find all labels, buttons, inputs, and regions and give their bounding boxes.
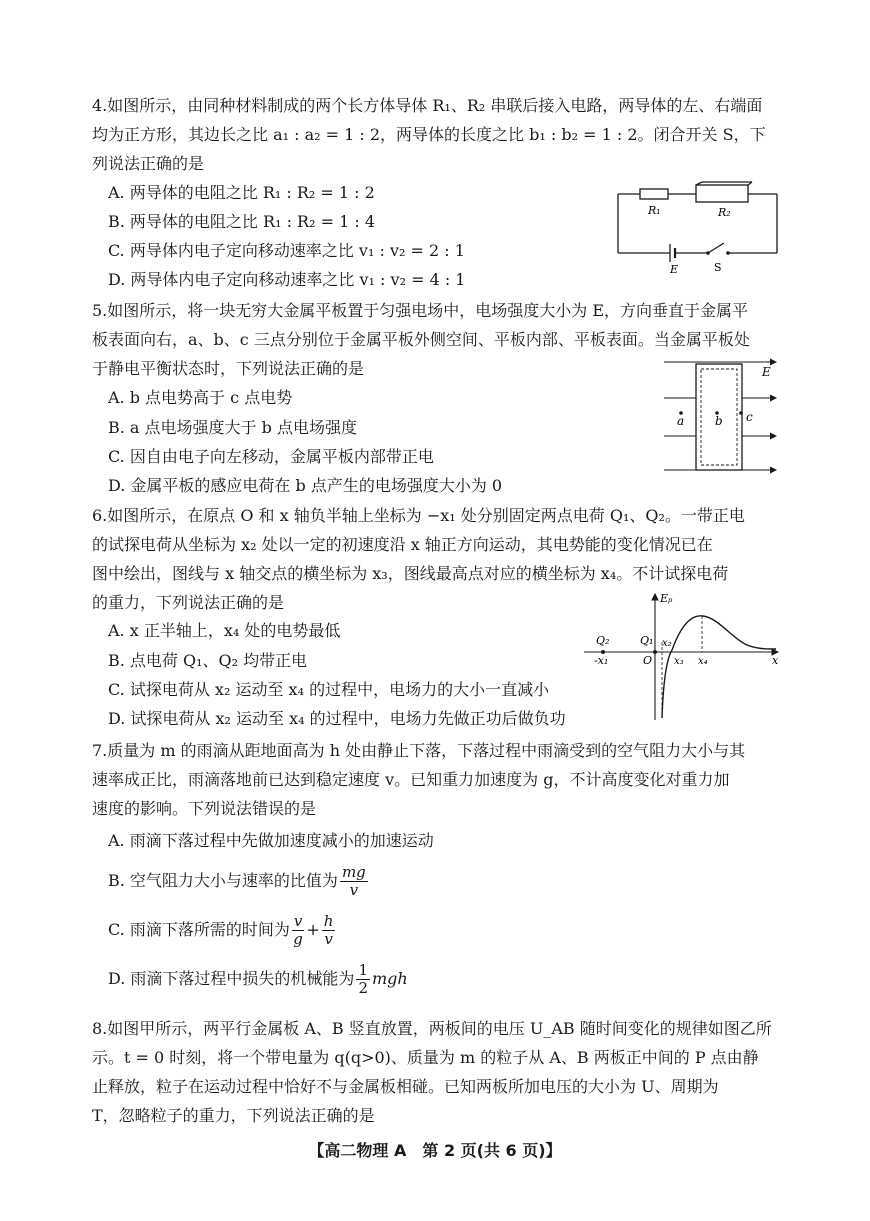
x-axis-label: x (772, 654, 779, 667)
q4-stem-line1: 4.如图所示，由同种材料制成的两个长方体导体 R₁、R₂ 串联后接入电路，两导体的左、右端面 (92, 96, 763, 115)
q7-option-b-text: B. 空气阻力大小与速率的比值为 (108, 871, 338, 890)
point-a-label: a (677, 414, 685, 428)
origin-label: O (643, 654, 653, 667)
q7-option-d: D. 雨滴下落过程中损失的机械能为 $\frac{1}{2}$ mgh (108, 961, 408, 997)
q7-stem-line2: 速率成正比，雨滴落地前已达到稳定速度 v。已知重力加速度为 g，不计高度变化对重力加 (92, 770, 730, 789)
q4-option-c: C. 两导体内电子定向移动速率之比 v₁ : v₂ = 2 : 1 (108, 241, 465, 260)
q5-stem-line1: 5.如图所示，将一块无穷大金属平板置于匀强电场中，电场强度大小为 E，方向垂直于金属平 (92, 301, 749, 320)
s-label: S (714, 261, 722, 274)
q7-option-c-text: C. 雨滴下落所需的时间为 (108, 920, 290, 939)
q4-option-d: D. 两导体内电子定向移动速率之比 v₁ : v₂ = 4 : 1 (108, 270, 466, 289)
page-footer: 【高二物理 A 第 2 页(共 6 页)】 (308, 1141, 562, 1160)
q6-stem-line1: 6.如图所示，在原点 O 和 x 轴负半轴上坐标为 −x₁ 处分别固定两点电荷 Q₁、Q₂。一带正电 (92, 506, 745, 525)
q7-option-c: C. 雨滴下落所需的时间为 $\frac{v}{g}$ + $\frac{h}{v}$ (108, 912, 334, 948)
q6-option-c: C. 试探电荷从 x₂ 运动至 x₄ 的过程中，电场力的大小一直减小 (108, 680, 550, 699)
e-label: E (670, 263, 679, 275)
q8-stem-line4: T，忽略粒子的重力，下列说法正确的是 (92, 1106, 375, 1125)
q8-stem-line2: 示。t = 0 时刻，将一个带电量为 q(q>0)、质量为 m 的粒子从 A、B 两板正中间的 P 点由静 (92, 1048, 759, 1067)
q7-stem-line1: 7.质量为 m 的雨滴从距地面高为 h 处由静止下落，下落过程中雨滴受到的空气阻力大小与其 (92, 741, 746, 760)
q4-option-b: B. 两导体的电阻之比 R₁ : R₂ = 1 : 4 (108, 212, 376, 231)
q6-option-b: B. 点电荷 Q₁、Q₂ 均带正电 (108, 651, 308, 670)
q7-stem-line3: 速度的影响。下列说法错误的是 (92, 799, 317, 818)
q1-label: Q₁ (640, 634, 654, 647)
q8-stem-line1: 8.如图甲所示，两平行金属板 A、B 竖直放置，两板间的电压 U_AB 随时间变化的规律如图乙所 (92, 1019, 772, 1038)
q7-option-b (108, 864, 370, 899)
q6-option-a: A. x 正半轴上，x₄ 处的电势最低 (108, 621, 341, 640)
x2-label: x₂ (662, 638, 672, 649)
q7-option-d-fraction: $\frac{1}{2}$ (358, 961, 368, 997)
q4-stem-line3: 列说法正确的是 (92, 154, 205, 173)
q6-option-d: D. 试探电荷从 x₂ 运动至 x₄ 的过程中，电场力先做正功后做负功 (108, 709, 566, 728)
q4-stem-line2: 均为正方形，其边长之比 a₁ : a₂ = 1 : 2，两导体的长度之比 b₁ : b₂ = 1 : 2。闭合开关 S，下 (92, 125, 766, 144)
x4-label: x₄ (698, 656, 708, 667)
r1-label: R₁ (648, 204, 661, 217)
q7-option-a: A. 雨滴下落过程中先做加速度减小的加速运动 (108, 831, 434, 850)
q6-stem-line4: 的重力，下列说法正确的是 (92, 593, 285, 612)
q5-field-plate-diagram (660, 356, 782, 478)
r2-label: R₂ (718, 206, 731, 219)
point-c-label: c (746, 410, 753, 424)
field-e-label: E (762, 365, 771, 379)
q4-option-a: A. 两导体的电阻之比 R₁ : R₂ = 1 : 2 (108, 183, 375, 202)
q5-option-b: B. a 点电场强度大于 b 点电场强度 (108, 418, 357, 437)
q4-circuit-diagram (610, 180, 785, 275)
q5-option-a: A. b 点电势高于 c 点电势 (108, 388, 293, 407)
q5-option-c: C. 因自由电子向左移动，金属平板内部带正电 (108, 447, 434, 466)
q2-label: Q₂ (596, 634, 610, 647)
q5-stem-line3: 于静电平衡状态时，下列说法正确的是 (92, 359, 365, 378)
x3-label: x₃ (674, 656, 684, 667)
q5-option-d: D. 金属平板的感应电荷在 b 点产生的电场强度大小为 0 (108, 476, 503, 495)
q7-option-d-text: D. 雨滴下落过程中损失的机械能为 (108, 969, 355, 988)
q6-stem-line2: 的试探电荷从坐标为 x₂ 处以一定的初速度沿 x 轴正方向运动，其电势能的变化情况已在 (92, 535, 713, 554)
q7-option-c-fraction1: $\frac{v}{g}$ (293, 912, 303, 948)
q8-stem-line3: 止释放，粒子在运动过程中恰好不与金属板相碰。已知两板所加电压的大小为 U、周期为 (92, 1077, 719, 1096)
neg-x1-label: -x₁ (594, 654, 609, 667)
q5-stem-line2: 板表面向右，a、b、c 三点分别位于金属平板外侧空间、平板内部、平板表面。当金属平板处 (92, 330, 750, 349)
q6-potential-energy-graph (580, 588, 785, 723)
point-b-label: b (715, 414, 723, 428)
q6-stem-line3: 图中绘出，图线与 x 轴交点的横坐标为 x₃，图线最高点对应的横坐标为 x₄。不计试探电荷 (92, 564, 729, 583)
q7-option-b-fraction: $\frac{mg}{v}$ (341, 863, 366, 899)
ep-axis-label: Eₚ (660, 592, 673, 605)
q7-option-c-fraction2: $\frac{h}{v}$ (323, 912, 334, 948)
